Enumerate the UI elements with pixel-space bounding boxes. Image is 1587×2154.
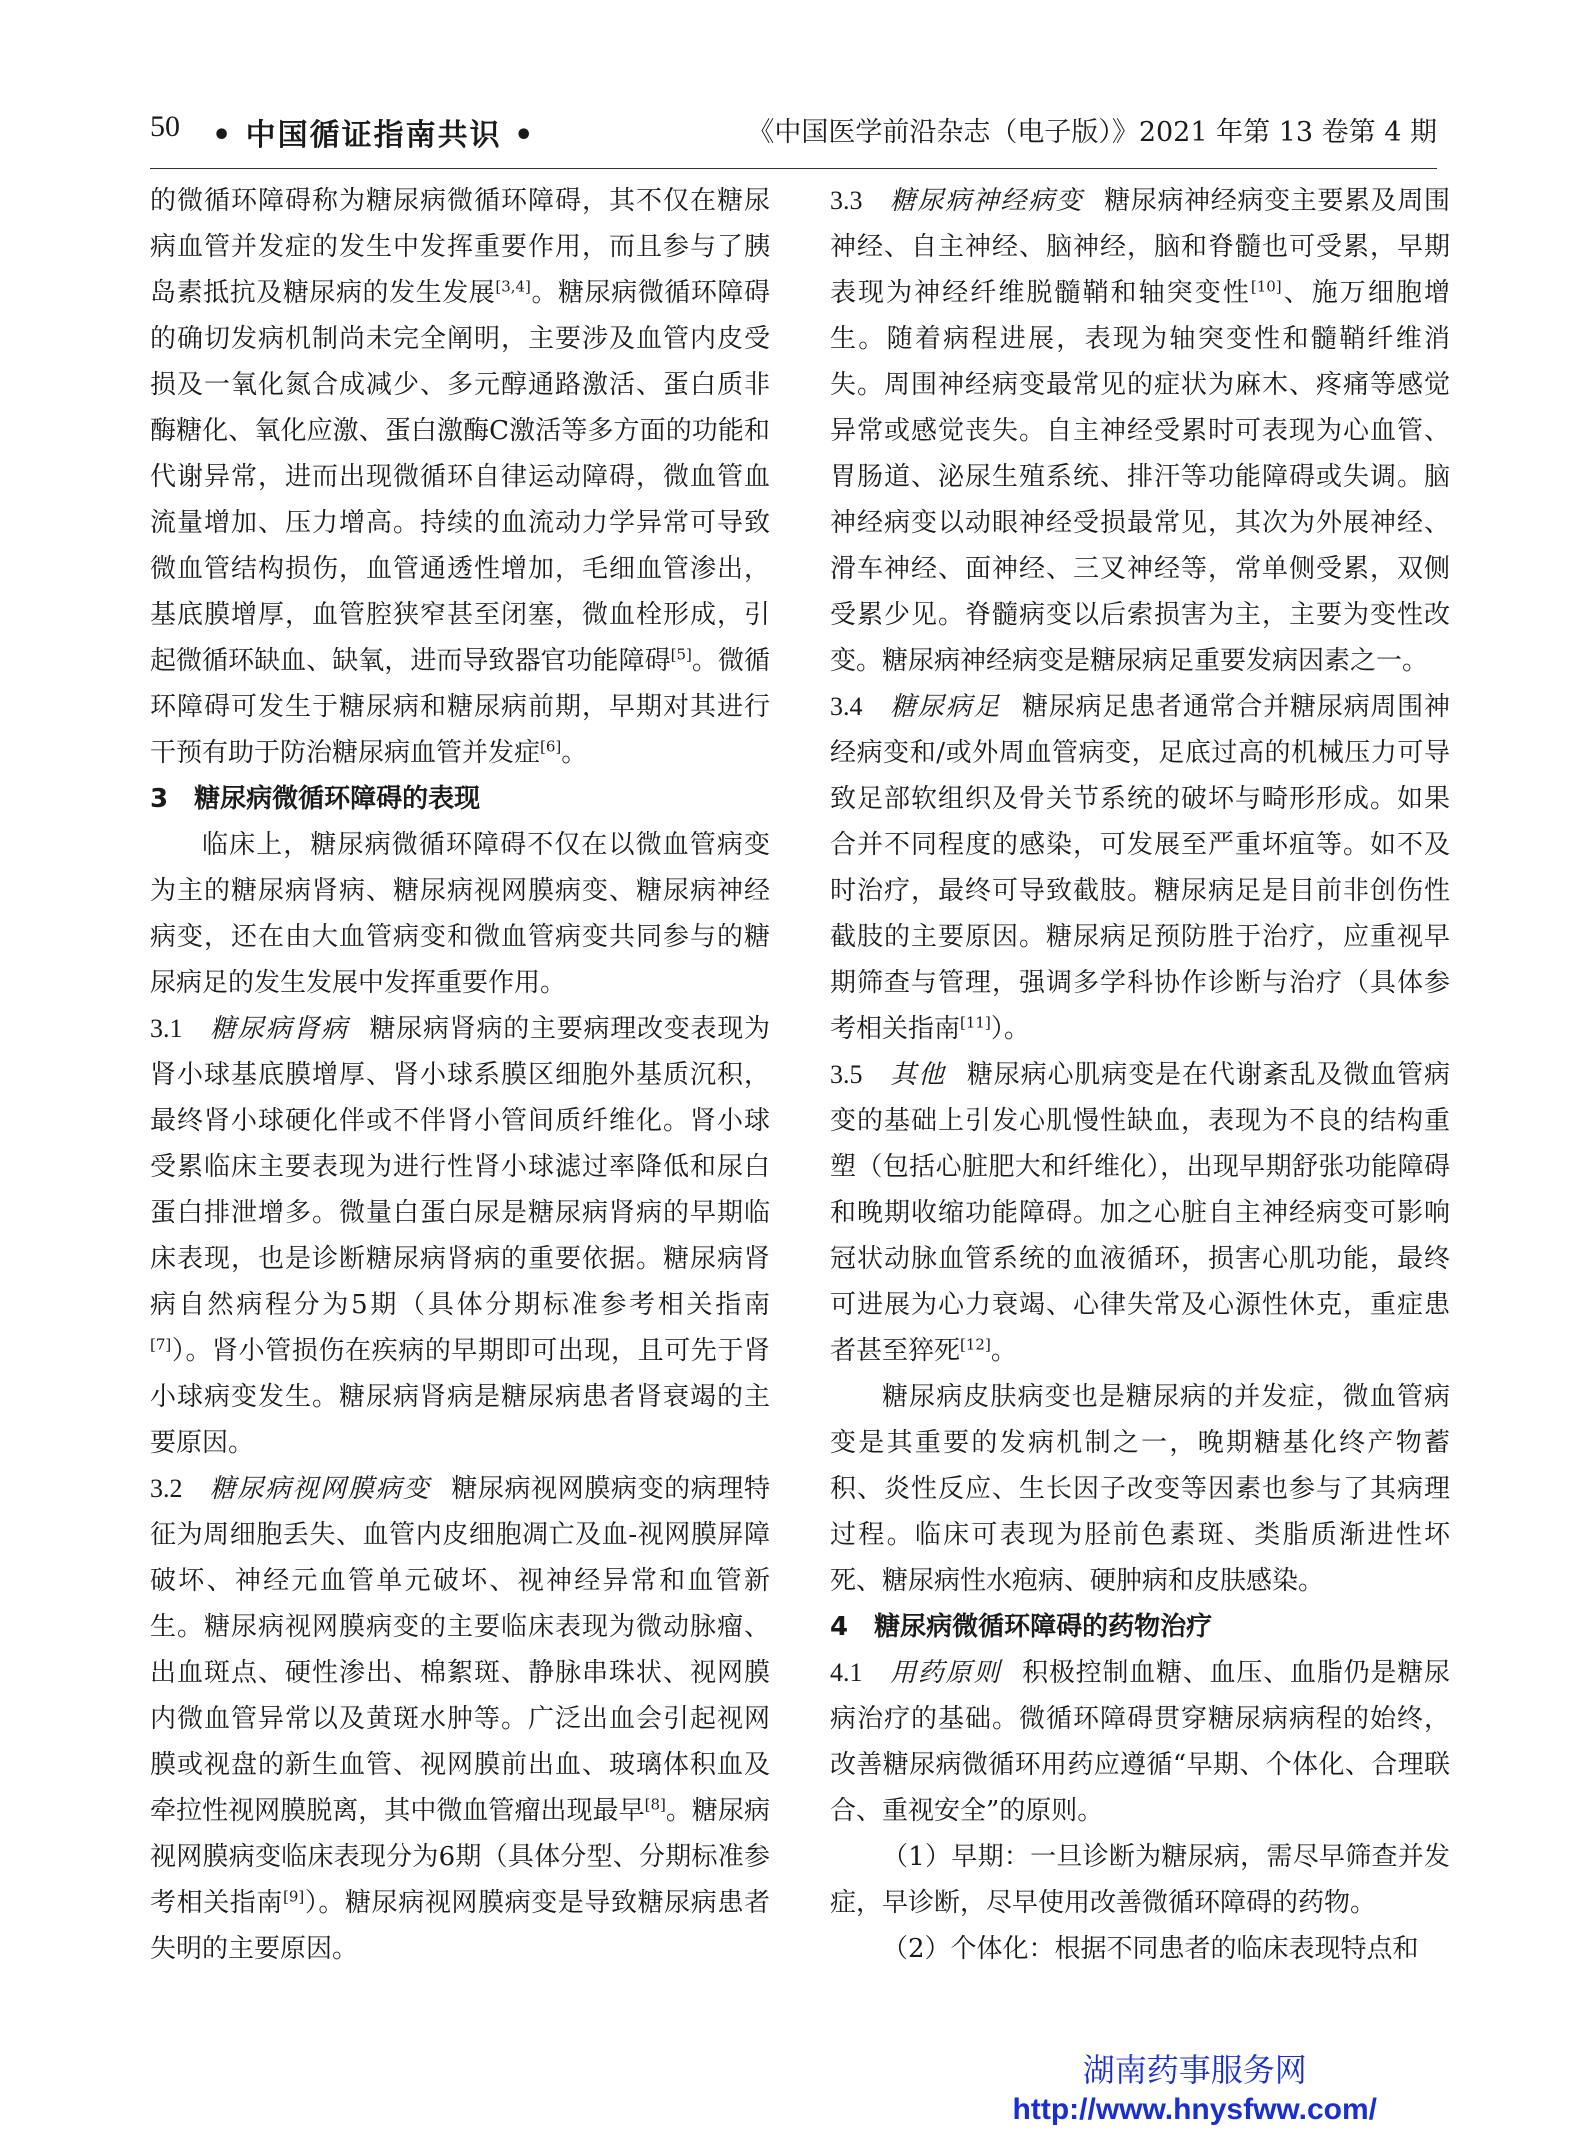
- list-item-individual: （2）个体化：根据不同患者的临床表现特点和: [882, 1934, 1419, 1964]
- citation[interactable]: [5]: [670, 645, 692, 664]
- watermark-url[interactable]: http://www.hnysfww.com/: [1012, 2093, 1377, 2126]
- citation[interactable]: [6]: [540, 737, 562, 756]
- section-heading-4: 4 糖尿病微循环障碍的药物治疗: [830, 1612, 1213, 1642]
- citation[interactable]: [7]: [150, 1335, 172, 1354]
- right-column: [830, 178, 1450, 1972]
- page-header: [150, 110, 1437, 160]
- subsection-title: 糖尿病肾病: [210, 1014, 349, 1044]
- watermark-name: 湖南药事服务网: [1082, 2051, 1307, 2089]
- citation[interactable]: [8]: [644, 1795, 666, 1814]
- journal-citation: 《中国医学前沿杂志（电子版）》2021 年第 13 卷第 4 期: [747, 117, 1437, 148]
- left-column: [150, 178, 770, 1972]
- citation[interactable]: [10]: [1250, 277, 1282, 296]
- subsection-3-4: 3.4 糖尿病足 糖尿病足患者通常合并糖尿病周围神经病变和/或外周血管病变，足底过高的机械压力可导致足部软组织及骨关节系统的破坏与畸形形成。如果合并不同程度的感染，可发展至严重坏疽等。如不及时治疗，最终可导致截肢。糖尿病足是目前非创伤性截肢的主要原因。糖尿病足预防胜于治疗，应重视早期筛查与管理，强调多学科协作诊断与治疗（具体参考相关指南[11]）。: [830, 692, 1450, 1044]
- paragraph-mechanism: 的微循环障碍称为糖尿病微循环障碍，其不仅在糖尿病血管并发症的发生中发挥重要作用，而且参与了胰岛素抵抗及糖尿病的发生发展[3,4]。糖尿病微循环障碍的确切发病机制尚未完全阐明，主要涉及血管内皮受损及一氧化氮合成减少、多元醇通路激活、蛋白质非酶糖化、氧化应激、蛋白激酶C激活等多方面的功能和代谢异常，进而出现微循环自律运动障碍，微血管血流量增加、压力增高。持续的血流动力学异常可导致微血管结构损伤，血管通透性增加，毛细血管渗出，基底膜增厚，血管腔狭窄甚至闭塞，微血栓形成，引起微循环缺血、缺氧，进而导致器官功能障碍[5]。微循环障碍可发生于糖尿病和糖尿病前期，早期对其进行干预有助于防治糖尿病血管并发症[6]。: [150, 186, 770, 768]
- citation[interactable]: [11]: [960, 1013, 991, 1032]
- subsection-title: 糖尿病足: [890, 692, 1002, 722]
- citation[interactable]: [9]: [282, 1887, 305, 1906]
- subsection-3-2: 3.2 糖尿病视网膜病变 糖尿病视网膜病变的病理特征为周细胞丢失、血管内皮细胞凋亡及血-视网膜屏障破坏、神经元血管单元破坏、视神经异常和血管新生。糖尿病视网膜病变的主要临床表现为微动脉瘤、出血斑点、硬性渗出、棉絮斑、静脉串珠状、视网膜内微血管异常以及黄斑水肿等。广泛出血会引起视网膜或视盘的新生血管、视网膜前出血、玻璃体积血及牵拉性视网膜脱离，其中微血管瘤出现最早[8]。糖尿病视网膜病变临床表现分为6期（具体分型、分期标准参考相关指南[9]）。糖尿病视网膜病变是导致糖尿病患者失明的主要原因。: [150, 1474, 770, 1964]
- subsection-3-3: 3.3 糖尿病神经病变 糖尿病神经病变主要累及周围神经、自主神经、脑神经，脑和脊髓也可受累，早期表现为神经纤维脱髓鞘和轴突变性[10]、施万细胞增生。随着病程进展，表现为轴突变性和髓鞘纤维消失。周围神经病变最常见的症状为麻木、疼痛等感觉异常或感觉丧失。自主神经受累时可表现为心血管、胃肠道、泌尿生殖系统、排汗等功能障碍或失调。脑神经病变以动眼神经受损最常见，其次为外展神经、滑车神经、面神经、三叉神经等，常单侧受累，双侧受累少见。脊髓病变以后索损害为主，主要为变性改变。糖尿病神经病变是糖尿病足重要发病因素之一。: [830, 186, 1450, 676]
- subsection-title: 糖尿病视网膜病变: [209, 1474, 431, 1504]
- subsection-3-1: 3.1 糖尿病肾病 糖尿病肾病的主要病理改变表现为肾小球基底膜增厚、肾小球系膜区细胞外基质沉积，最终肾小球硬化伴或不伴肾小管间质纤维化。肾小球受累临床主要表现为进行性肾小球滤过率降低和尿白蛋白排泄增多。微量白蛋白尿是糖尿病肾病的早期临床表现，也是诊断糖尿病肾病的重要依据。糖尿病肾病自然病程分为5期（具体分期标准参考相关指南[7]）。肾小管损伤在疾病的早期即可出现，且可先于肾小球病变发生。糖尿病肾病是糖尿病患者肾衰竭的主要原因。: [150, 1014, 770, 1458]
- paragraph-clinical: 临床上，糖尿病微循环障碍不仅在以微血管病变为主的糖尿病肾病、糖尿病视网膜病变、糖尿病神经病变，还在由大血管病变和微血管病变共同参与的糖尿病足的发生发展中发挥重要作用。: [150, 830, 770, 998]
- subsection-3-5: 3.5 其他 糖尿病心肌病变是在代谢紊乱及微血管病变的基础上引发心肌慢性缺血，表现为不良的结构重塑（包括心脏肥大和纤维化），出现早期舒张功能障碍和晚期收缩功能障碍。加之心脏自主神经病变可影响冠状动脉血管系统的血液循环，损害心肌功能，最终可进展为心力衰竭、心律失常及心源性休克，重症患者甚至猝死[12]。: [830, 1060, 1450, 1366]
- list-item-early: （1）早期：一旦诊断为糖尿病，需尽早筛查并发症，早诊断，尽早使用改善微循环障碍的药物。: [830, 1842, 1450, 1918]
- citation[interactable]: [12]: [960, 1335, 991, 1354]
- subsection-4-1: 4.1 用药原则 积极控制血糖、血压、血脂仍是糖尿病治疗的基础。微循环障碍贯穿糖尿病病程的始终，改善糖尿病微循环用药应遵循“早期、个体化、合理联合、重视安全”的原则。: [830, 1658, 1450, 1826]
- site-watermark: [1013, 2050, 1377, 2130]
- subsection-title: 其他: [890, 1060, 947, 1090]
- section-heading-3: 3 糖尿病微循环障碍的表现: [150, 784, 481, 814]
- section-label: • 中国循证指南共识 •: [212, 118, 536, 153]
- subsection-title: 用药原则: [890, 1658, 1002, 1688]
- subsection-title: 糖尿病神经病变: [889, 186, 1084, 216]
- header-rule: [150, 168, 1437, 169]
- citation[interactable]: [3,4]: [495, 277, 531, 296]
- paragraph-skin: 糖尿病皮肤病变也是糖尿病的并发症，微血管病变是其重要的发病机制之一，晚期糖基化终产物蓄积、炎性反应、生长因子改变等因素也参与了其病理过程。临床可表现为胫前色素斑、类脂质渐进性坏死、糖尿病性水疱病、硬肿病和皮肤感染。: [830, 1382, 1450, 1596]
- page-number: 50: [150, 110, 180, 143]
